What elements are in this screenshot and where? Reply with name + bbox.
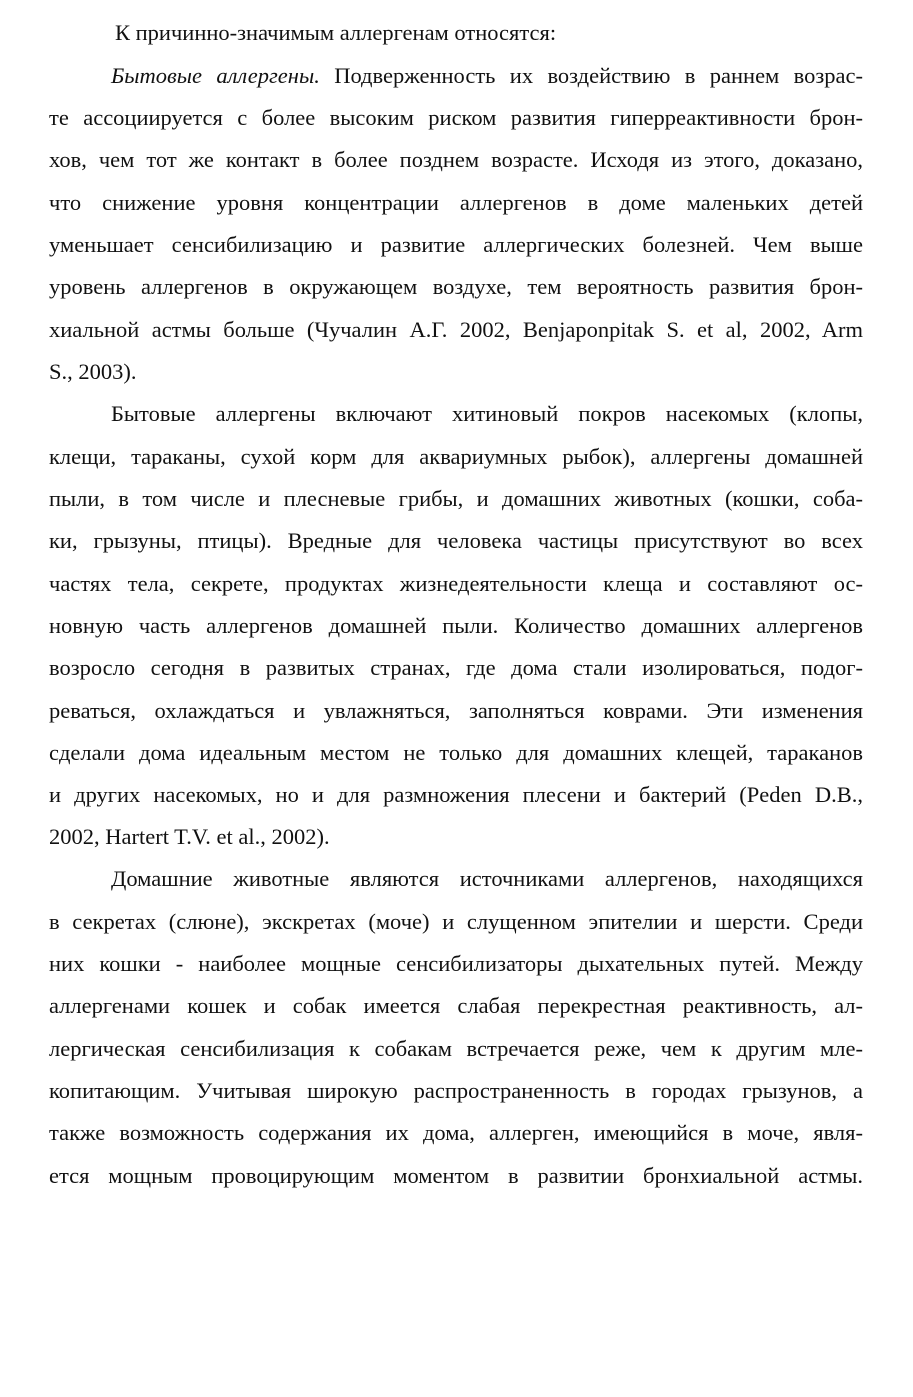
paragraph2-line: клещи, тараканы, сухой корм для аквариумных рыбок), аллергены домашней <box>49 444 863 469</box>
paragraph1-line: хиальной астмы больше (Чучалин А.Г. 2002, Benjaponpitak S. et al, 2002, Arm <box>49 317 863 342</box>
paragraph2-line: частях тела, секрете, продуктах жизнедеятельности клеща и составляют ос- <box>49 571 863 596</box>
paragraph3-line: копитающим. Учитывая широкую распространенность в городах грызунов, а <box>49 1078 863 1103</box>
paragraph2-line: ки, грызуны, птицы). Вредные для человека частицы присутствуют во всех <box>49 528 863 553</box>
paragraph2-line: сделали дома идеальным местом не только для домашних клещей, тараканов <box>49 740 863 765</box>
paragraph1-line: хов, чем тот же контакт в более позднем возрасте. Исходя из этого, доказано, <box>49 147 863 172</box>
paragraph3-line: ется мощным провоцирующим моментом в развитии бронхиальной астмы. <box>49 1163 863 1188</box>
paragraph1-line: уменьшает сенсибилизацию и развитие аллергических болезней. Чем выше <box>49 232 863 257</box>
italic-lead: Бытовые аллергены. <box>111 63 320 88</box>
paragraph2-line: реваться, охлаждаться и увлажняться, заполняться коврами. Эти изменения <box>49 698 863 723</box>
paragraph2-line-last: 2002, Hartert T.V. et al., 2002). <box>49 824 330 849</box>
paragraph1-line: что снижение уровня концентрации аллергенов в доме маленьких детей <box>49 190 863 215</box>
paragraph1-line1 <box>111 61 863 91</box>
paragraph1-line1-rest: Подверженность их воздействию в раннем возрас- <box>319 63 863 88</box>
intro-line: К причинно-значимым аллергенам относятся: <box>115 20 557 45</box>
paragraph2-line: и других насекомых, но и для размножения плесени и бактерий (Peden D.B., <box>49 782 863 807</box>
paragraph3-line: аллергенами кошек и собак имеется слабая перекрестная реактивность, ал- <box>49 993 863 1018</box>
paragraph2-line1: Бытовые аллергены включают хитиновый покров насекомых (клопы, <box>111 401 863 426</box>
paragraph2-line: новную часть аллергенов домашней пыли. Количество домашних аллергенов <box>49 613 863 638</box>
paragraph2-line: возросло сегодня в развитых странах, где дома стали изолироваться, подог- <box>49 655 863 680</box>
paragraph2-line: пыли, в том числе и плесневые грибы, и домашних животных (кошки, соба- <box>49 486 863 511</box>
paragraph1-line-last: S., 2003). <box>49 359 137 384</box>
paragraph1-line: те ассоциируется с более высоким риском развития гиперреактивности брон- <box>49 105 863 130</box>
paragraph3-line: них кошки - наиболее мощные сенсибилизаторы дыхательных путей. Между <box>49 951 863 976</box>
paragraph3-line: также возможность содержания их дома, аллерген, имеющийся в моче, явля- <box>49 1120 863 1145</box>
paragraph1-line: уровень аллергенов в окружающем воздухе, тем вероятность развития брон- <box>49 274 863 299</box>
paragraph3-line1: Домашние животные являются источниками аллергенов, находящихся <box>111 866 863 891</box>
paragraph3-line: лергическая сенсибилизация к собакам встречается реже, чем к другим мле- <box>49 1036 863 1061</box>
paragraph3-line: в секретах (слюне), экскретах (моче) и слущенном эпителии и шерсти. Среди <box>49 909 863 934</box>
